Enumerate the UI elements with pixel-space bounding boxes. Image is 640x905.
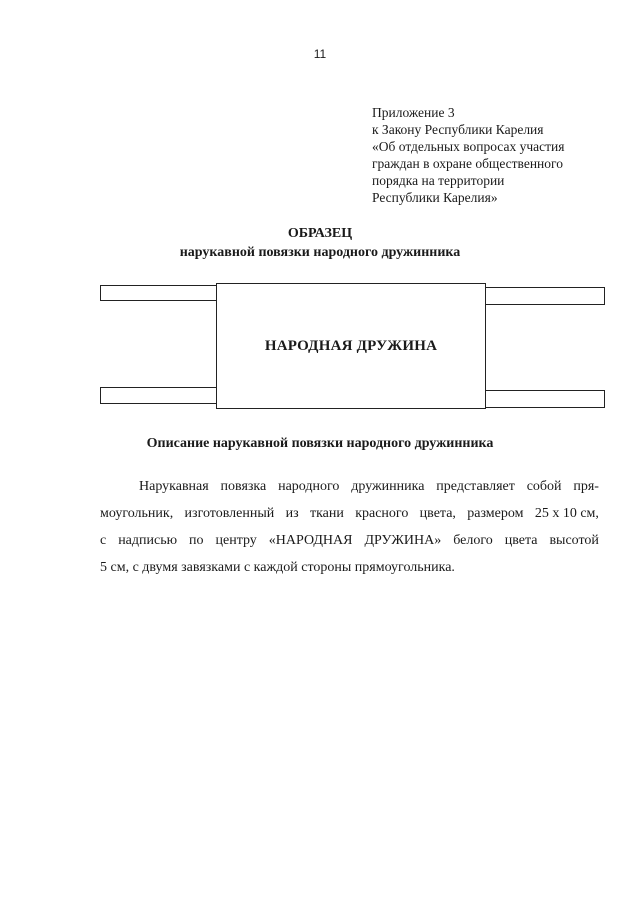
appendix-block — [372, 104, 612, 206]
tie-bottom-left — [100, 387, 218, 404]
tie-top-right — [484, 287, 605, 305]
appendix-line: порядка на территории — [372, 173, 505, 188]
armband-drawing — [100, 283, 605, 411]
appendix-line: «Об отдельных вопросах участия — [372, 139, 565, 154]
word: размером — [467, 506, 524, 521]
word: из — [285, 506, 299, 521]
sample-subheading: нарукавной повязки народного дружинника — [179, 245, 461, 260]
word: Нарукавная — [139, 479, 209, 494]
armband-rectangle — [216, 283, 486, 409]
word: центру — [215, 533, 257, 548]
word: собой — [526, 479, 562, 494]
word: «НАРОДНАЯ — [268, 533, 353, 548]
sample-title — [0, 224, 640, 262]
word: высотой — [549, 533, 599, 548]
appendix-line: граждан в охране общественного — [372, 156, 563, 171]
word: народного — [278, 479, 340, 494]
word: пря- — [573, 479, 599, 494]
description-line — [100, 500, 599, 527]
tie-bottom-right — [484, 390, 605, 408]
description-line — [100, 527, 599, 554]
tie-top-left — [100, 285, 218, 301]
sample-heading: ОБРАЗЕЦ — [287, 226, 353, 241]
word: с — [100, 533, 107, 548]
word: ткани — [309, 506, 344, 521]
word: по — [189, 533, 204, 548]
description-line — [100, 473, 599, 500]
word: красного — [355, 506, 409, 521]
description-line — [100, 554, 599, 581]
word: представляет — [436, 479, 515, 494]
word: дружинника — [351, 479, 425, 494]
word: цвета — [504, 533, 538, 548]
word: 5 см, с двумя завязками с каждой стороны прямоугольника. — [100, 560, 455, 575]
word: цвета, — [419, 506, 456, 521]
appendix-line: к Закону Республики Карелия — [372, 122, 544, 137]
word: надписью — [118, 533, 178, 548]
word: изготовленный — [184, 506, 275, 521]
page-number: 11 — [313, 47, 327, 61]
appendix-line: Приложение 3 — [372, 105, 455, 120]
word: 25 х 10 см, — [534, 506, 599, 521]
armband-label: НАРОДНАЯ ДРУЖИНА — [264, 337, 438, 354]
description-heading: Описание нарукавной повязки народного дружинника — [146, 436, 494, 451]
word: белого — [453, 533, 493, 548]
description-body — [100, 473, 599, 581]
appendix-line: Республики Карелия» — [372, 190, 498, 205]
word: моугольник, — [100, 506, 174, 521]
word: ДРУЖИНА» — [364, 533, 442, 548]
word: повязка — [220, 479, 267, 494]
